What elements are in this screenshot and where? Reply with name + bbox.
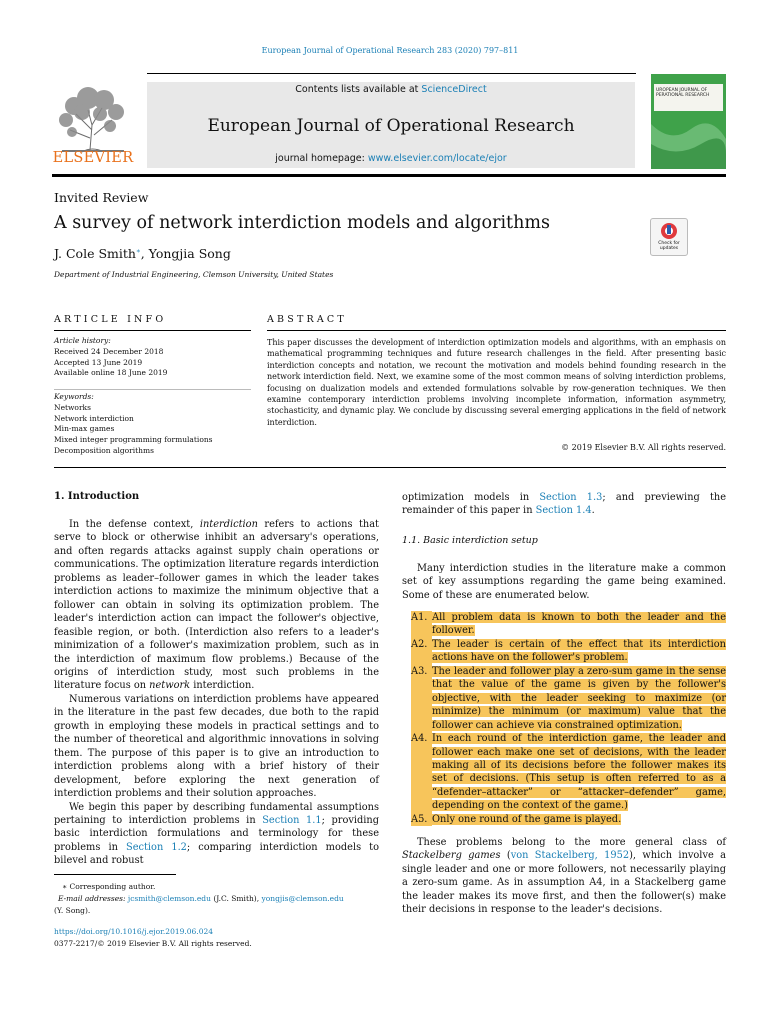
history-item: Accepted 13 June 2019 — [54, 357, 143, 367]
text: . — [591, 505, 595, 517]
journal-header-box — [147, 82, 635, 168]
corresponding-mark[interactable]: ∗ — [135, 246, 141, 255]
keyword: Networks — [54, 402, 91, 412]
email-line — [54, 893, 379, 905]
emphasis: interdiction — [199, 519, 258, 530]
cover-art-icon — [651, 114, 726, 169]
email-label: E-mail addresses: — [58, 894, 128, 903]
sciencedirect-link[interactable]: ScienceDirect — [421, 84, 487, 95]
citation-link[interactable]: von Stackelberg, 1952 — [510, 850, 630, 862]
journal-title: European Journal of Operational Research — [207, 116, 575, 136]
keyword: Min-max games — [54, 424, 115, 434]
text: ; providing basic interdiction formulations and terminology for these problems in — [54, 814, 379, 853]
email-owner: (Y. Song). — [54, 906, 91, 915]
author-separator: , — [140, 246, 149, 261]
author-name[interactable]: Yongjia Song — [148, 246, 231, 261]
article-title: A survey of network interdiction models and algorithms — [54, 213, 550, 233]
keyword: Network interdiction — [54, 413, 134, 423]
publisher-name: ELSEVIER — [52, 150, 134, 166]
section-link[interactable]: Section 1.2 — [125, 841, 187, 853]
text: optimization models in — [402, 492, 540, 503]
assumption-text: Only one round of the game is played. — [432, 813, 622, 825]
footnote — [54, 881, 379, 917]
text: refers to actions that serve to block or otherwise inhibit an adversary's operations, and often regards attacks against supply chain operations or communications. The optimization literature regards interdiction problems as leader–follower games in which the leader takes interdiction actions to maximize the minimum objective that a follower can obtain in solving its optimization problem. The leader's interdiction action can impact the follower's objective, feasible region, or both. (Interdiction also refers to a leader's minimization of a follower's maximization problem, such as in the interdiction of maximum flow problems.) Because of the origins of interdiction study, most such problems in the literature focus on — [54, 519, 379, 692]
emphasis: network — [149, 680, 191, 692]
section-link[interactable]: Section 1.3 — [539, 492, 603, 503]
abstract-heading: ABSTRACT — [267, 314, 347, 325]
assumption-item — [411, 665, 726, 732]
assumption-item — [411, 813, 726, 826]
paragraph — [54, 801, 379, 868]
abstract-copyright: © 2019 Elsevier B.V. All rights reserved. — [561, 443, 726, 452]
assumption-item — [411, 732, 726, 813]
crossmark-icon — [660, 222, 678, 240]
assumption-text: The leader and follower play a zero-sum game in the sense that the value of the game is given by the follower's objective, with the leader seeking to maximize (or minimize) the minimum (or maximum) value that the follower can achieve via constrained optimization. — [432, 665, 726, 731]
text: We begin this paper by describing fundamental assumptions pertaining to interdiction problems in — [54, 801, 379, 826]
front-matter-rule — [54, 467, 726, 468]
assumptions-intro — [402, 562, 726, 602]
cover-title-line-2: PERATIONAL RESEARCH — [656, 93, 710, 98]
doi-link[interactable]: https://doi.org/10.1016/j.ejor.2019.06.024 — [54, 927, 214, 936]
section-link[interactable]: Section 1.4 — [535, 505, 592, 517]
crossmark-label: Check for updates — [658, 241, 680, 251]
assumption-number: A3. — [411, 665, 432, 732]
text: In the defense context, — [69, 519, 200, 530]
journal-cover-thumbnail[interactable] — [651, 74, 726, 169]
keyword: Decomposition algorithms — [54, 445, 154, 455]
doi-block — [54, 926, 252, 949]
header-bottom-rule — [52, 174, 726, 177]
assumption-text: In each round of the interdiction game, the leader and follower each make one set of decisions, with the leader making all of its decisions before the follower makes its set of decisions. (This setup is often referred to as a “defender–attacker” or “attacker–defender” game, depending on the context of the game.) — [432, 733, 726, 812]
affiliation: Department of Industrial Engineering, Clemson University, United States — [54, 270, 334, 279]
article-info-rule — [54, 330, 251, 331]
assumption-number: A4. — [411, 732, 432, 813]
left-column-text — [54, 518, 379, 868]
text: ), which involve a single leader and one or more followers, not necessarily playing a zero-sum game. As in assumption A4, in a Stackelberg game the leader makes its move first, and then the follower(s) make their decisions in response to the leader's decisions. — [402, 850, 726, 916]
subsection-heading: 1.1. Basic interdiction setup — [402, 535, 538, 546]
history-item: Available online 18 June 2019 — [54, 368, 168, 378]
keywords-label: Keywords: — [54, 392, 94, 401]
assumption-item — [411, 611, 726, 638]
assumption-number: A5. — [411, 813, 432, 826]
author-name[interactable]: J. Cole Smith — [54, 246, 136, 261]
keyword: Mixed integer programming formulations — [54, 435, 213, 445]
abstract-text: This paper discusses the development of interdiction optimization models and algorithms, with an emphasis on mathematical programming techniques and future research challenges in the field. After presenting basic interdiction concepts and notation, we recount the motivation and models behind founding research in the network interdiction field. Next, we examine some of the most common means of solving interdiction problems, focusing on dualization models and extended formulations solvable by row-generation techniques. We then examine contemporary interdiction problems involving incomplete information, information asymmetry, stochasticity, and dynamic play. We conclude by discussing several emerging applications in the field of network interdiction. — [267, 338, 726, 427]
text: Corresponding author. — [67, 882, 156, 891]
stackelberg-paragraph — [402, 836, 726, 917]
journal-reference[interactable]: European Journal of Operational Research 283 (2020) 797–811 — [261, 46, 519, 55]
authors — [54, 246, 231, 261]
text: interdiction. — [190, 680, 255, 692]
assumption-list — [411, 611, 726, 826]
history-label: Article history: — [54, 336, 111, 345]
abstract-rule — [267, 330, 726, 331]
footnote-mark: ∗ — [62, 882, 68, 891]
homepage-link[interactable]: www.elsevier.com/locate/ejor — [367, 153, 507, 164]
keywords-rule — [54, 389, 251, 390]
section-heading-introduction: 1. Introduction — [54, 491, 140, 502]
contents-line — [147, 84, 635, 95]
text: ; comparing interdiction models to bilevel and robust — [54, 841, 380, 867]
corresponding-note — [54, 881, 379, 893]
assumption-item — [411, 638, 726, 665]
paragraph: Numerous variations on interdiction problems have appeared in the literature in the past few decades, due both to the rapid growth in employing these models in practical settings and to the number of theoretical and algorithmic innovations in solving them. The purpose of this paper is to give an introduction to interdiction problems along with a brief history of their development, before exploring the next generation of interdiction problems and their solution approaches. — [54, 693, 379, 800]
homepage-line — [147, 153, 635, 164]
assumption-text: All problem data is known to both the leader and the follower. — [432, 612, 726, 637]
assumption-text: The leader is certain of the effect that its interdiction actions have on the follower's problem. — [432, 638, 726, 664]
text: ( — [500, 850, 511, 862]
contents-prefix: Contents lists available at — [295, 84, 422, 95]
text: These problems belong to the more general class of — [417, 837, 726, 848]
paragraph — [402, 836, 726, 917]
emphasis: Stackelberg games — [402, 850, 501, 862]
assumption-number: A2. — [411, 638, 432, 665]
assumption-number: A1. — [411, 611, 432, 638]
article-type: Invited Review — [54, 190, 149, 205]
history-item: Received 24 December 2018 — [54, 346, 164, 356]
section-link[interactable]: Section 1.1 — [262, 814, 322, 826]
header-top-rule — [147, 73, 636, 74]
elsevier-logo — [52, 80, 134, 168]
crossmark-badge[interactable] — [650, 218, 688, 256]
footnote-rule — [54, 874, 176, 875]
article-history — [54, 336, 167, 379]
paragraph — [54, 518, 379, 693]
article-info-heading: ARTICLE INFO — [54, 314, 167, 325]
keywords — [54, 392, 213, 457]
cover-title-line-1: UROPEAN JOURNAL OF — [656, 88, 708, 93]
issn-line: 0377-2217/© 2019 Elsevier B.V. All rights reserved. — [54, 938, 252, 948]
email-link[interactable]: yongjis@clemson.edu — [261, 894, 344, 903]
homepage-prefix: journal homepage: — [275, 153, 368, 164]
email-link[interactable]: jcsmith@clemson.edu — [127, 894, 211, 903]
right-column-continuation — [402, 491, 726, 518]
text: ; and previewing the remainder of this paper in — [402, 492, 726, 517]
paragraph: Many interdiction studies in the literature make a common set of key assumptions regarding the game being examined. Some of these are enumerated below. — [402, 563, 726, 601]
text: (J.C. Smith), — [210, 894, 262, 903]
